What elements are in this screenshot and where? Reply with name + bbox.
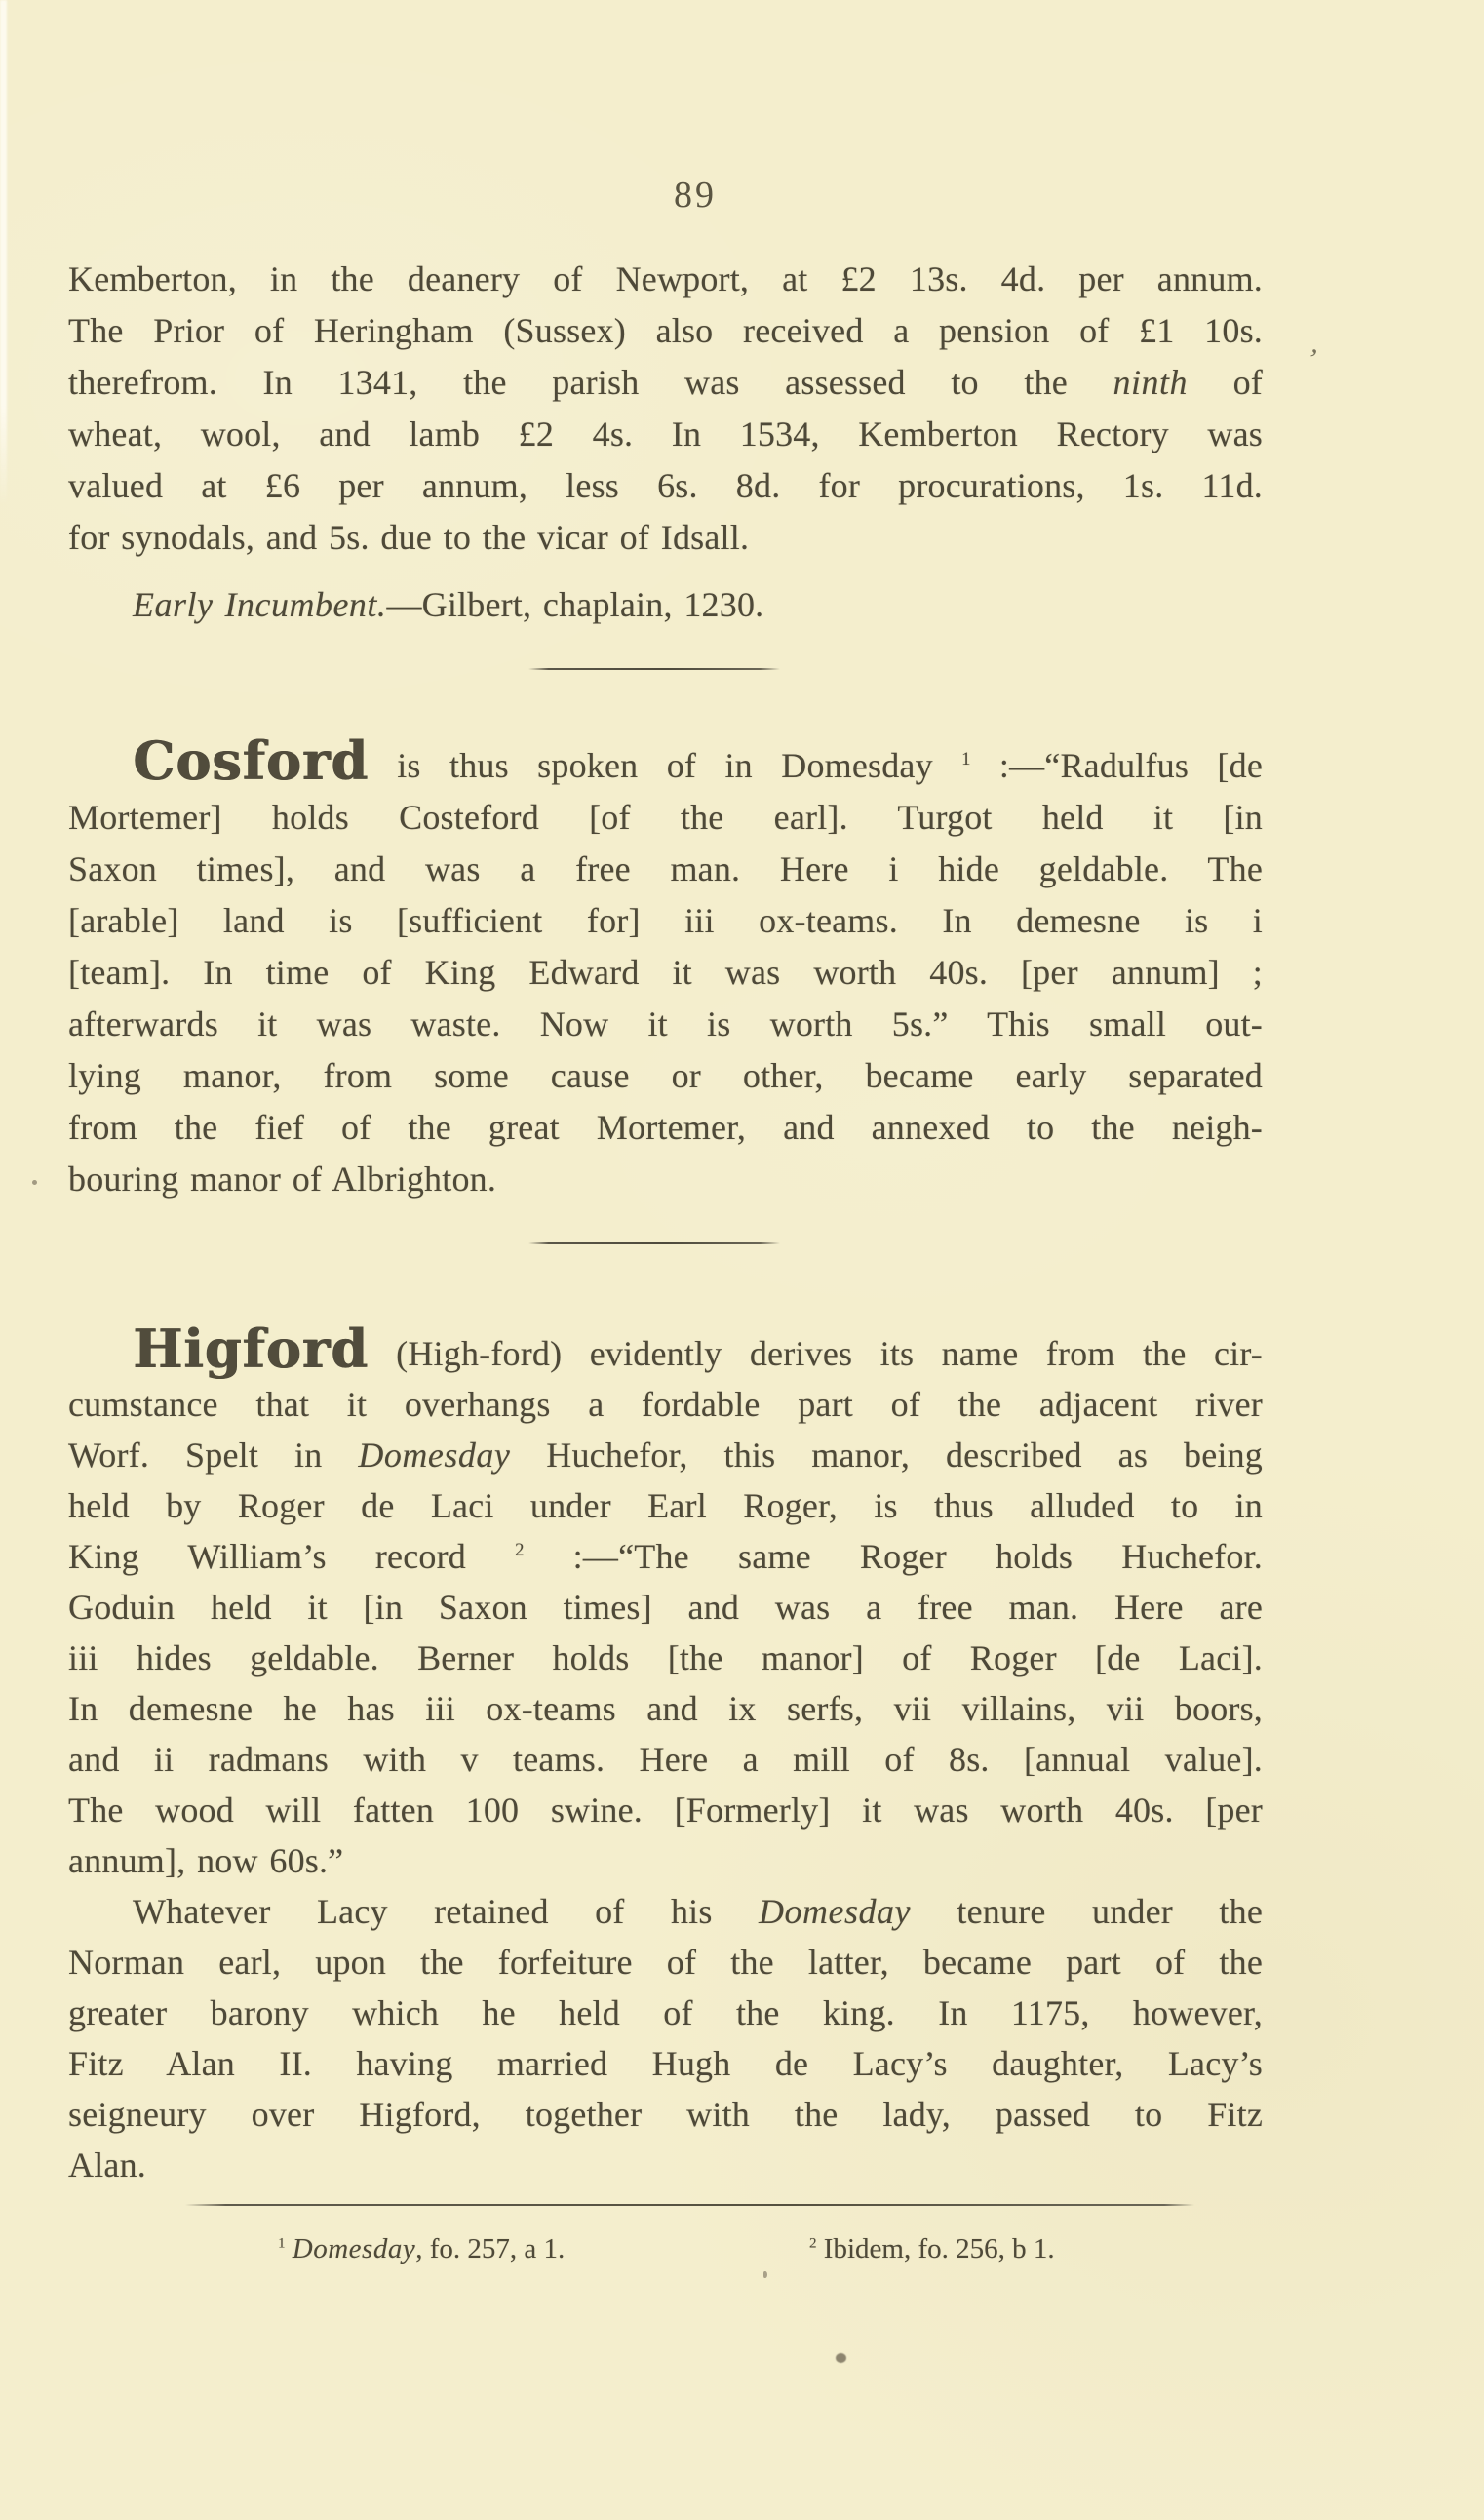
footnote-domesday: $^1$ Domesday, fo. 257, a 1. bbox=[278, 2233, 566, 2264]
footnote-ref: 2 bbox=[809, 2235, 817, 2252]
early-incumbent bbox=[68, 579, 1263, 631]
text-line: [arable] land is [sufficient for] iii ox-teams. In demesne is i bbox=[68, 901, 1263, 940]
italic-text: Domesday bbox=[358, 1436, 511, 1475]
footnote-ref: 2 bbox=[515, 1540, 525, 1560]
text-line: from the fief of the great Mortemer, and annexed to the neigh- bbox=[68, 1108, 1263, 1147]
footnote-ibidem: $^2$ Ibidem, fo. 256, b 1. bbox=[809, 2233, 1055, 2264]
cosford-section bbox=[68, 729, 1263, 1205]
text-line: In demesne he has iii ox-teams and ix serfs, vii villains, vii boors, bbox=[68, 1689, 1263, 1728]
text-line: wheat, wool, and lamb £2 4s. In 1534, Kemberton Rectory was bbox=[68, 414, 1263, 453]
text-line: [team]. In time of King Edward it was worth 40s. [per annum] ; bbox=[68, 953, 1263, 992]
text-line: Whatever Lacy retained of his Domesday tenure under the bbox=[133, 1892, 1263, 1931]
footnote-rule bbox=[185, 2204, 1194, 2206]
text-line: Goduin held it [in Saxon times] and was a free man. Here are bbox=[68, 1588, 1263, 1627]
text-line: Worf. Spelt in Domesday Huchefor, this manor, described as being bbox=[68, 1436, 1264, 1475]
text-line: cumstance that it overhangs a fordable part of the adjacent river bbox=[68, 1385, 1263, 1424]
scan-speck bbox=[32, 1180, 37, 1185]
footnotes bbox=[68, 2231, 1263, 2270]
footnote-ref: 1 bbox=[961, 749, 971, 769]
text-line: The Prior of Heringham (Sussex) also received a pension of £1 10s. bbox=[68, 311, 1263, 350]
text-line: and ii radmans with v teams. Here a mill of 8s. [annual value]. bbox=[68, 1740, 1263, 1779]
text-line: seigneury over Higford, together with the lady, passed to Fitz bbox=[68, 2095, 1263, 2134]
text-line: valued at £6 per annum, less 6s. 8d. for procurations, 1s. 11d. bbox=[68, 466, 1263, 505]
italic-text: ninth bbox=[1113, 363, 1189, 402]
lacy-tenure bbox=[68, 1886, 1263, 2190]
scan-mark: ’ bbox=[1304, 342, 1321, 376]
text-line: iii hides geldable. Berner holds [the manor] of Roger [de Laci]. bbox=[68, 1638, 1263, 1677]
scan-speck bbox=[836, 2353, 846, 2363]
text-line: Norman earl, upon the forfeiture of the latter, became part of the bbox=[68, 1943, 1263, 1982]
text-line: The wood will fatten 100 swine. [Formerly] it was worth 40s. [per bbox=[68, 1791, 1263, 1830]
text-line: Saxon times], and was a free man. Here i hide geldable. The bbox=[68, 849, 1263, 888]
kemberton-pension bbox=[68, 254, 1263, 564]
text-line: Early Incumbent.—Gilbert, chaplain, 1230. bbox=[133, 585, 764, 624]
text-line: Higford (High-ford) evidently derives its name from the cir- bbox=[133, 1318, 1263, 1380]
italic-text: Early Incumbent. bbox=[133, 585, 387, 624]
text-line: therefrom. In 1341, the parish was assessed to the ninth of bbox=[68, 363, 1263, 402]
italic-text: Domesday bbox=[759, 1892, 911, 1931]
text-line: held by Roger de Laci under Earl Roger, is thus alluded to in bbox=[68, 1486, 1263, 1525]
scan-edge-artifact bbox=[0, 0, 7, 507]
text-line: Fitz Alan II. having married Hugh de Lacy’s daughter, Lacy’s bbox=[68, 2044, 1263, 2083]
higford-section bbox=[68, 1318, 1264, 1886]
footnote-area bbox=[68, 2204, 1263, 2270]
text-line: annum], now 60s.” bbox=[68, 1841, 344, 1880]
italic-text: Domesday bbox=[292, 2233, 416, 2264]
section-divider-2 bbox=[528, 1242, 780, 1244]
text-line: for synodals, and 5s. due to the vicar of Idsall. bbox=[68, 518, 750, 557]
text-line: King William’s record $^2$ :—“The same Roger holds Huchefor. bbox=[68, 1537, 1263, 1576]
scan-speck bbox=[763, 2271, 767, 2278]
text-line: bouring manor of Albrighton. bbox=[68, 1160, 497, 1199]
text-line: greater barony which he held of the king. In 1175, however, bbox=[68, 1993, 1263, 2032]
text-line: Alan. bbox=[68, 2146, 146, 2185]
section-heading: Higford bbox=[133, 1318, 369, 1380]
body-text bbox=[68, 254, 1263, 2190]
footnote-ref: 1 bbox=[278, 2235, 286, 2252]
page-number: 89 bbox=[674, 175, 717, 216]
text-line: Cosford is thus spoken of in Domesday $^1$ :—“Radulfus [de bbox=[133, 729, 1263, 792]
section-divider-1 bbox=[528, 668, 780, 670]
section-heading: Cosford bbox=[133, 729, 369, 792]
text-line: afterwards it was waste. Now it is worth 5s.” This small out- bbox=[68, 1004, 1263, 1043]
text-line: lying manor, from some cause or other, became early separated bbox=[68, 1056, 1263, 1095]
text-column bbox=[68, 217, 1263, 2270]
text-line: Mortemer] holds Costeford [of the earl]. Turgot held it [in bbox=[68, 798, 1263, 837]
text-line: Kemberton, in the deanery of Newport, at £2 13s. 4d. per annum. bbox=[68, 259, 1263, 298]
